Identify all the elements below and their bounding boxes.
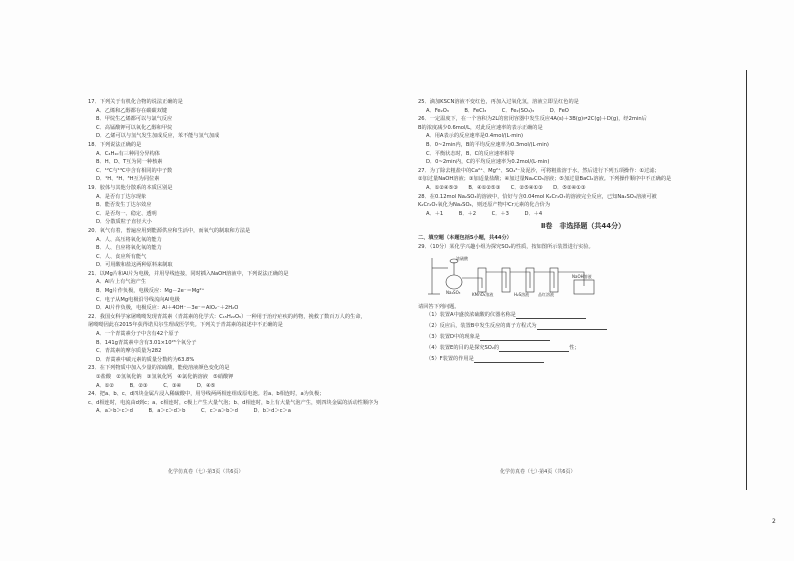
q29-stem: 29．（10分）某化学兴趣小组为探究SO₂的性质，按如图所示装置进行实验。 [418,243,594,250]
q22-option: B．141g青蒿素中含有3.01×10²³个氧分子 [96,339,197,346]
q29-item [418,333,748,344]
q28-stem-cont: K₂Cr₂O₇氧化为Na₂SO₄，则还原产物中Cr元素的化合价为 [418,202,551,209]
q18-option: C．¹²C与¹³C中含有相同的中子数 [96,167,173,174]
q27-stem-cont: ②加过量NaOH溶液；③加适量盐酸；④加过量Na₂CO₃溶液；⑤加过量BaCl₂溶液。下列操作顺序中不正确的是 [418,176,672,183]
q21-option: C．电子从Mg电极沿导线流向Al电极 [96,296,180,303]
q29-item-suffix: 性； [569,345,580,352]
q21-stem: 21．以Mg片和Al片为电极，并用导线连接，同时插入NaOH溶液中，下列说法正确的是 [88,270,289,277]
q18-option: A．C₄H₁₀有三种同分异构体 [96,150,160,157]
answer-blank[interactable] [480,335,550,341]
q29-item [418,311,748,322]
q19-option: D．分散质粒子直径大小 [96,219,152,226]
q25-option: A．Fe₂O₃ B．FeCl₃ C．Fe₂(SO₄)₃ D．FeO [426,107,569,114]
section-title: Ⅱ卷 非选择题（共44分） [540,222,626,231]
q26-stem-cont: B的浓度减少0.6mol/L，对此反应速率的表示正确的是 [418,124,543,131]
q17-option: B．甲烷生乙烯都可以与氯气反应 [96,116,173,123]
q26-stem: 26．一定温度下，在一个容积为2L的密闭容器中发生反应4A(s)＋3B(g)⇌2C(g)＋D(g)，经2min后 [418,116,647,123]
q17-option: A．乙烯和乙醇都存在碳碳双键 [96,107,167,114]
q21-option: D．Al片作负极，电极反应：Al＋4OH⁻－3e⁻＝AlO₂⁻＋2H₂O [96,305,239,312]
q29-item-text: （4）装置E的目的是探究SO₂的 [426,345,500,352]
q19-option: B．能否发生丁达尔效应 [96,202,152,209]
q28-stem: 28．在0.12mol Na₂SO₃的溶液中，恰好与含0.04mol K₂Cr₂O₇的溶液完全反应，已知Na₂SO₃溶液可被 [418,193,657,200]
q20-option: B．人、自应将氧化氧的能力 [96,245,162,252]
left-page-footer: 化学仿真卷（七）·第3页（共6页） [168,469,244,475]
q24-option: A．a＞b＞c＞d B．a＞c＞d＞b C．c＞a＞b＞d D．b＞d＞c＞a [96,408,291,415]
q20-stem: 20．氧气有着，普遍应用到能源供应和生活中，而氧气的制取和方法是 [88,227,251,234]
q17-option: C．高锰酸钾可以氧化乙醇和甲烷 [96,124,173,131]
q29-item-text: （1）装置A中盛放浓硫酸的仪器名称是 [426,312,516,319]
q19-option: A．是否有丁达尔现象 [96,193,147,200]
apparatus-label-a: Na₂SO₃ [446,289,461,295]
q21-option: A．Al片上有气泡产生 [96,279,147,286]
q29-item-text: （2）反应后，装置B中发生反应的离子方程式为 [426,323,537,330]
q27-stem: 27．为了除去粗盐中的Ca²⁺、Mg²⁺、SO₄²⁻及泥沙，可将粗盐溶于水，然后进行下列五项操作：①过滤； [418,167,660,174]
q18-stem: 18．下列说法正确的是 [88,141,142,148]
q25-stem: 25．滴加KSCN溶液不变红色，再加入过氧化氢，溶液立即呈红色的是 [418,99,579,105]
q29-item [418,355,748,366]
q26-option: A．用A表示的反应速率是0.4mol/(L·min) [426,133,524,140]
answer-blank[interactable] [474,357,544,363]
apparatus-label-b: KMnO₄溶液 [472,291,494,297]
q22-stem: 22．我国女科学家屠呦呦发现青蒿素（青蒿素的化学式：C₁₅H₂₂O₅）一种用于治疗疟疾的药物，挽救了数百万人的生命， [88,313,366,320]
q20-option: D．可用酸和盐这两种原料来制取 [96,262,173,269]
q17-stem: 17．下列关于有机化合物的说法正确的是 [88,99,183,105]
q18-option: D．¹H、²H、³H互为同位素 [96,176,160,183]
right-column [418,98,748,366]
q24-stem-cont: c、d相连时，电流由d到c；a、c相连时，c极上产生大量气泡；b、d相连时，b上有大量气泡产生，则四块金属的活动性顺序为 [88,399,379,406]
q26-option: D．0~2min内，C的平均反应速率为0.2mol/(L·min) [426,159,550,166]
q27-option: A．①②④⑤③ B．④①②⑤③ C．②⑤④①③ D．⑤②④①③ [426,184,586,191]
q21-option: B．Mg片作负极，电极反应：Mg－2e⁻＝Mg²⁺ [96,288,205,295]
q22-option: C．青蒿素的摩尔质量为282 [96,348,162,355]
section-subtitle: 二、填空题（本题包括5小题，共44分） [418,235,512,242]
q23-option: ①盐酸 ②氢氧化钠 ③氢氧化钙 ④氯化钠溶液 ⑤硝酸钾 [96,374,234,380]
q29-item-text: （5）F装置的作用是 [426,356,474,363]
q17-option: D．乙烯可以与氢气发生加成反应，苯不能与氢气加成 [96,133,220,140]
q19-option: C．是否均一、稳定、透明 [96,210,157,217]
apparatus-top-label: 浓硫酸 [456,255,468,261]
q20-option: C．人、食应所有能气 [96,253,147,260]
q19-stem: 19．胶体与其他分散系的本质区别是 [88,184,173,191]
answer-blank[interactable] [516,313,586,319]
apparatus-label-e: NaOH溶液 [572,273,592,279]
q28-option: A．＋1 B．＋2 C．＋3 D．＋4 [426,210,543,217]
q18-option: B．H、D、T互为同一种核素 [96,159,163,166]
q23-option: A．①② B．②③ C．③④ D．④⑤ [96,382,216,389]
q24-stem: 24．把a、b、c、d四块金属片浸入稀硫酸中，用导线两两相连组成原电池。若a、b相连时，a为负极； [88,391,325,398]
experiment-apparatus-figure [426,254,646,298]
page-number: 2 [772,518,776,525]
left-column [88,98,418,416]
binding-line [746,70,747,490]
q26-option: C．平衡状态时，B、C的反应速率相等 [426,150,515,157]
q29-item [418,322,748,333]
q23-stem: 23．在下列物质中加入少量的浓硫酸，能使溶液颜色变化的是 [88,365,230,372]
q29-item [418,344,748,355]
q29-item-text: （3）装置D中的现象是 [426,334,480,341]
q29-prompt: 请回答下列问题。 [418,303,460,310]
answer-blank[interactable] [499,346,569,352]
q22-option: A．一个青蒿素分子中含有42个原子 [96,331,179,338]
q22-stem-cont: 屠呦呦因此在2015年获得诺贝尔生理或医学奖。下列关于青蒿素的叙述中不正确的是 [88,322,283,329]
apparatus-label-c: H₂S溶液 [514,291,530,297]
answer-blank[interactable] [537,324,607,330]
q20-option: A．人、高压将氧化氧的能力 [96,236,162,243]
q26-option: B．0~2min内，B的平均反应速率为0.3mol/(L·min) [426,141,549,148]
right-page-footer: 化学仿真卷（七）·第4页（共6页） [500,469,576,475]
apparatus-label-d: 品红溶液 [538,291,554,297]
q22-option: D．青蒿素中碳元素的质量分数约为63.8% [96,356,195,363]
